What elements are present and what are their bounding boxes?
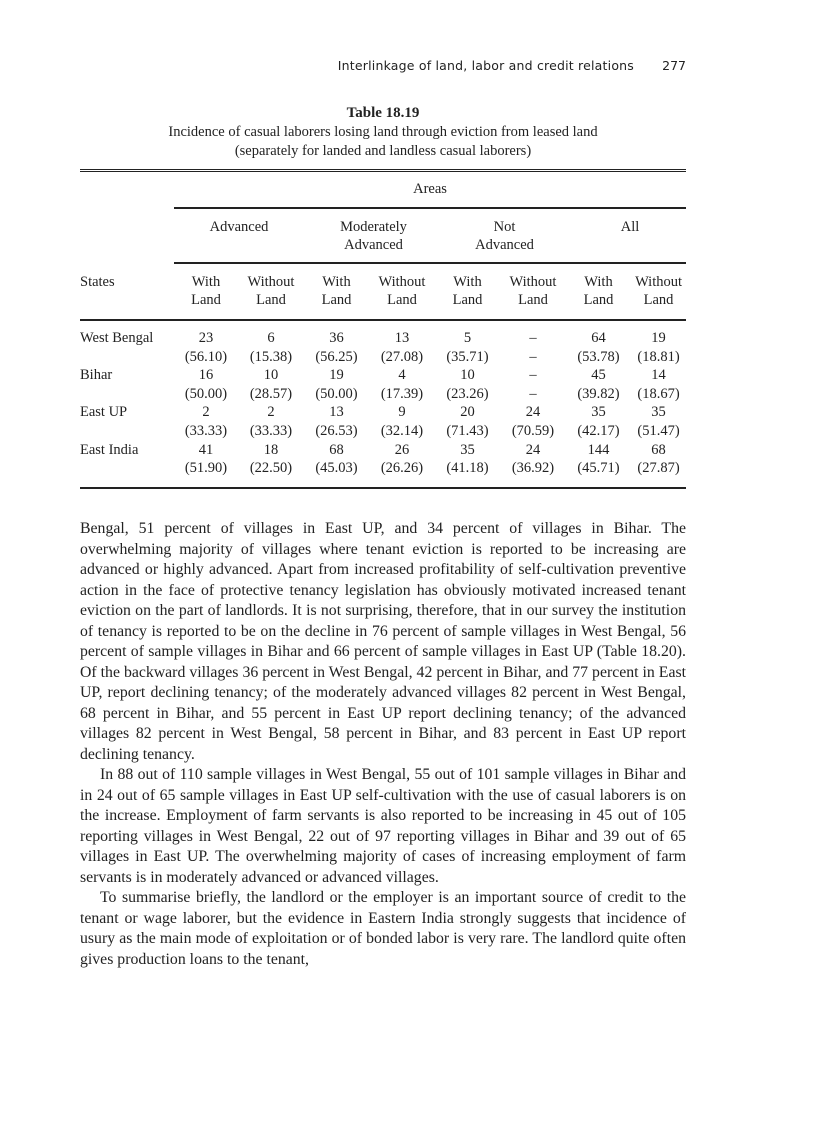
percent-cell: (70.59) [511, 422, 555, 439]
percent-cell: (35.71) [446, 348, 489, 365]
percent-cell: (26.26) [380, 460, 424, 477]
sub-header [174, 273, 238, 320]
sub-header-line1: Without [247, 273, 295, 290]
sub-header-line2: Land [321, 292, 352, 309]
percent-cell: (28.57) [249, 385, 293, 402]
percent-cell: (41.18) [446, 460, 489, 477]
count-cell: 144 [587, 441, 610, 458]
percent-cell: (45.71) [577, 460, 620, 477]
table-caption [80, 104, 686, 161]
count-cell: 10 [460, 367, 475, 384]
count-cell: 35 [460, 441, 475, 458]
count-cell: 13 [394, 329, 410, 346]
paragraph: To summarise briefly, the landlord or the employer is an important source of credit to the tenant or wage laborer, but the evidence in Eastern India strongly suggests that incidence of usury as the main mode of exploitation or of bonded labor is very rare. The landlord quite often gives production loans to the tenant, [80, 889, 686, 968]
count-cell: 24 [525, 441, 541, 458]
paragraph: Bengal, 51 percent of villages in East UP, and 34 percent of villages in Bihar. The overwhelming majority of villages where tenant eviction is reported to be increasing are advanced or highly advanced. Apart from increased profitability of self-cultivation preventive action in the face of protective tenancy legislation has obviously motivated increased tenant eviction on the part of landlords. It is not surprising, therefore, that in our survey the institution of tenancy is reported to be on the decline in 76 percent of sample villages in West Bengal, 56 percent of sample villages in Bihar and 66 percent of sample villages in East UP (Table 18.20). Of the backward villages 36 percent in West Bengal, 42 percent in Bihar, and 77 percent in East UP, report declining tenancy; of the moderately advanced villages 82 percent in West Bengal, 68 percent in Bihar, and 55 percent in East UP report declining tenancy; of the advanced villages 82 percent in West Bengal, 58 percent in Bihar, and 83 percent in East UP report declining tenancy. [80, 520, 686, 763]
running-title: Interlinkage of land, labor and credit relations [337, 58, 634, 73]
count-cell: – [529, 329, 537, 346]
sub-header-line1: With [584, 273, 613, 290]
count-cell: 68 [329, 441, 344, 458]
percent-cell: (17.39) [380, 385, 424, 402]
count-cell: 23 [198, 329, 214, 346]
sub-header-line1: With [453, 273, 482, 290]
count-cell: – [529, 367, 537, 384]
page-number: 277 [662, 58, 686, 73]
group-header-moderately-advanced [304, 218, 435, 263]
sub-header-line2: Land [256, 292, 286, 309]
group-label-line1: Not [493, 218, 516, 235]
sub-header-line1: Without [378, 273, 426, 290]
table-row-percent [80, 348, 686, 367]
percent-cell: (27.87) [637, 460, 680, 477]
data-table-container [80, 169, 686, 489]
sub-header-line2: Land [387, 292, 417, 309]
percent-cell: – [529, 348, 537, 365]
percent-cell: (18.81) [637, 348, 680, 365]
sub-header [238, 273, 304, 320]
count-cell: 10 [263, 367, 279, 384]
body-text [80, 519, 686, 970]
sub-header [566, 273, 631, 320]
table-row [80, 403, 686, 422]
count-cell: 35 [591, 404, 606, 421]
table-number: Table 18.19 [346, 105, 420, 121]
sub-header-line2: Land [518, 292, 548, 309]
count-cell: 2 [202, 404, 210, 421]
count-cell: 41 [198, 441, 214, 458]
count-cell: 5 [463, 329, 472, 346]
count-cell: 24 [525, 404, 541, 421]
state-name: West Bengal [80, 329, 154, 346]
sub-header-line2: Land [643, 292, 674, 309]
count-cell: 36 [329, 329, 344, 346]
sub-header [304, 273, 369, 320]
table-row-percent [80, 385, 686, 404]
group-label-line2 [174, 236, 304, 255]
table-row-percent [80, 459, 686, 488]
count-cell: 20 [460, 404, 475, 421]
group-label-line1: Advanced [209, 218, 269, 235]
percent-cell: (18.67) [637, 385, 680, 402]
sub-header-line1: With [322, 273, 351, 290]
areas-header: Areas [174, 171, 686, 208]
group-label-line2: Advanced [344, 237, 403, 254]
table-row [80, 441, 686, 460]
paragraph: In 88 out of 110 sample villages in West Bengal, 55 out of 101 sample villages in Bihar and in 24 out of 65 sample villages in East UP self-cultivation with the use of casual laborers is on the increase. Employment of farm servants is also reported to be increasing in 45 out of 105 reporting villages in West Bengal, 22 out of 97 reporting villages in Bihar and 39 out of 65 villages in East UP. The overwhelming majority of cases of increasing employment of farm servants is in moderately advanced or advanced villages. [80, 766, 686, 886]
count-cell: 9 [398, 404, 406, 421]
count-cell: 35 [651, 404, 666, 421]
percent-cell: (32.14) [380, 422, 424, 439]
percent-cell: (33.33) [249, 422, 293, 439]
percent-cell: (51.47) [637, 422, 680, 439]
percent-cell: (45.03) [315, 460, 358, 477]
percent-cell: (22.50) [249, 460, 293, 477]
table-title-line2: (separately for landed and landless casual laborers) [234, 143, 532, 159]
sub-header [369, 273, 435, 320]
sub-header-line1: With [191, 273, 221, 290]
state-name: Bihar [80, 367, 113, 384]
count-cell: 16 [198, 367, 214, 384]
data-table [80, 169, 686, 489]
percent-cell: (26.53) [315, 422, 358, 439]
table-row [80, 329, 686, 348]
percent-cell: (15.38) [249, 348, 293, 365]
count-cell: 18 [263, 441, 279, 458]
group-label-line1: Moderately [340, 218, 407, 235]
group-header-not-advanced [435, 218, 566, 263]
count-cell: 19 [651, 329, 666, 346]
sub-header [435, 273, 500, 320]
sub-header [631, 273, 686, 320]
table-row [80, 366, 686, 385]
group-label-line2: Advanced [475, 237, 534, 254]
percent-cell: (27.08) [380, 348, 424, 365]
count-cell: 4 [398, 367, 406, 384]
count-cell: 14 [651, 367, 666, 384]
group-label-line2 [574, 236, 686, 255]
group-header-all [566, 218, 686, 263]
count-cell: 45 [591, 367, 606, 384]
count-cell: 6 [267, 329, 275, 346]
percent-cell: (53.78) [577, 348, 620, 365]
count-cell: 2 [267, 404, 275, 421]
sub-header-line1: Without [635, 273, 683, 290]
group-header-advanced [174, 218, 304, 263]
sub-header-line2: Land [452, 292, 483, 309]
percent-cell: (50.00) [184, 385, 228, 402]
percent-cell: (50.00) [315, 385, 358, 402]
sub-header-line2: Land [191, 292, 221, 309]
percent-cell: (42.17) [577, 422, 620, 439]
group-label-line1: All [620, 218, 640, 235]
percent-cell: (33.33) [184, 422, 228, 439]
percent-cell: – [529, 385, 537, 402]
running-header [80, 56, 686, 76]
percent-cell: (23.26) [446, 385, 489, 402]
percent-cell: (36.92) [511, 460, 555, 477]
count-cell: 19 [329, 367, 344, 384]
percent-cell: (56.25) [315, 348, 358, 365]
sub-header-line1: Without [509, 273, 557, 290]
count-cell: 64 [591, 329, 606, 346]
percent-cell: (51.90) [184, 460, 228, 477]
sub-header [500, 273, 566, 320]
sub-header-line2: Land [583, 292, 614, 309]
table-row-percent [80, 422, 686, 441]
count-cell: 68 [651, 441, 666, 458]
percent-cell: (56.10) [184, 348, 228, 365]
percent-cell: (39.82) [577, 385, 620, 402]
table-title-line1: Incidence of casual laborers losing land through eviction from leased land [168, 124, 598, 140]
states-header: States [80, 273, 115, 290]
state-name: East UP [80, 404, 128, 421]
state-name: East India [80, 441, 139, 458]
count-cell: 26 [394, 441, 410, 458]
count-cell: 13 [329, 404, 344, 421]
percent-cell: (71.43) [446, 422, 489, 439]
